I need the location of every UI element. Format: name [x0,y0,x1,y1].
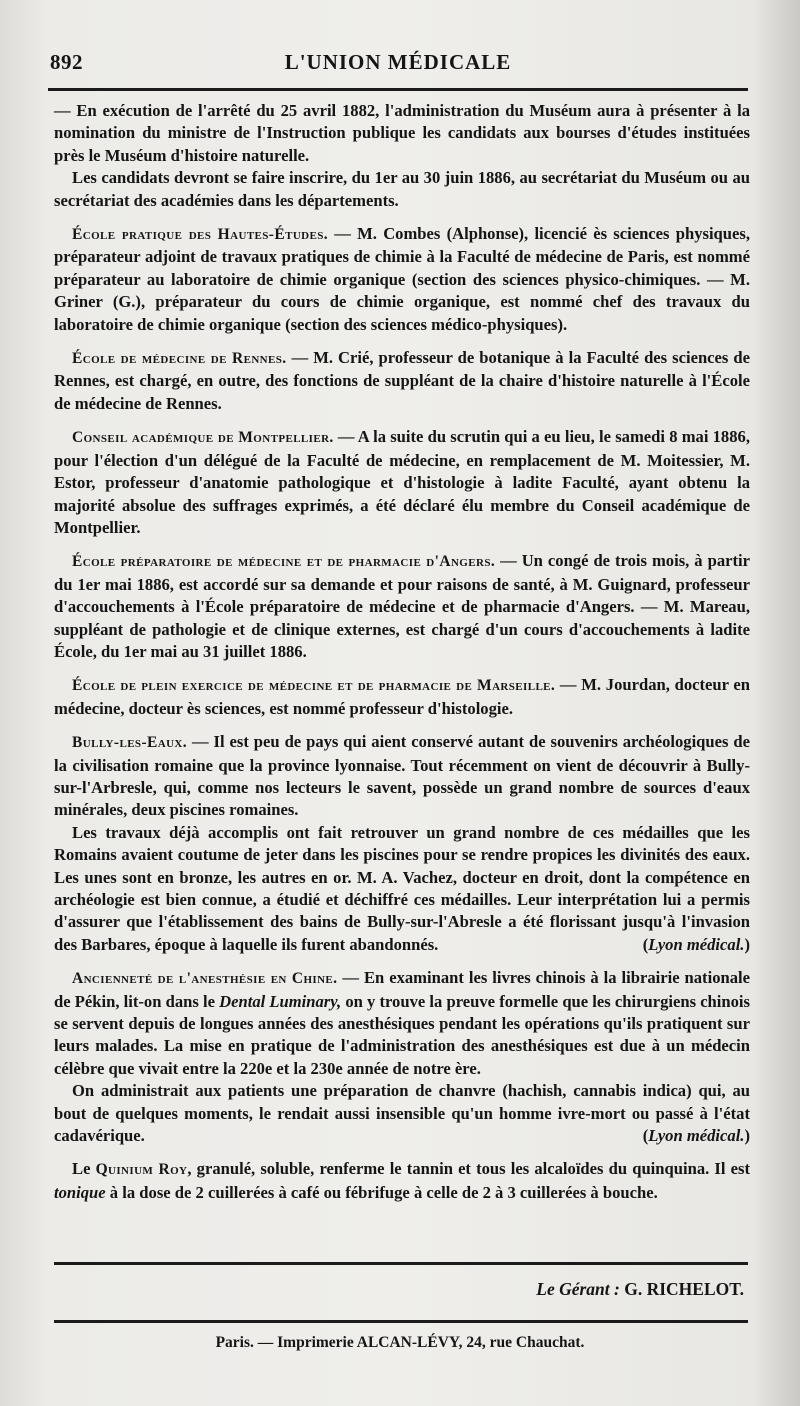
museum-paragraph-2: Les candidats devront se faire inscrire, du 1er au 30 juin 1886, au secrétariat du Muséum ou au secrétariat des académies dans les départements. [54,168,750,210]
quinium-advert [54,1158,750,1204]
marseille-heading: École de plein exercice de médecine et de pharmacie de Marseille. [72,677,556,695]
angers-heading: École préparatoire de médecine et de pharmacie d'Angers. [72,553,496,571]
angers-notice [54,550,750,663]
advert-brand: Quinium Roy [95,1161,188,1179]
manager-name: G. RICHELOT. [624,1279,744,1299]
manager-role: Le Gérant : [536,1279,620,1299]
bully-source: ( Lyon médical. ) [625,934,750,956]
running-title: L'UNION MÉDICALE [284,50,512,74]
advert-text-b: , granulé, soluble, renferme le tannin et tous les alcaloïdes du quinquina. Il est [187,1159,750,1179]
printer-imprint: Paris. — Imprimerie ALCAN-LÉVY, 24, rue Chauchat. [215,1334,585,1351]
angers-text: — Un congé de trois mois, à partir du 1er mai 1886, est accordé sur sa demande et pour raisons de santé, à M. Guignard, professeur d'accouchements à l'École préparatoire de médecine et de pharmacie d'Angers. — M. Mareau, suppléant de pathologie et de clinique externes, est chargé d'un cours d'accouchements à ladite École, du 1er mai au 31 juillet 1886. [54,551,750,661]
marseille-text: — M. Jourdan, docteur en médecine, docteur ès sciences, est nommé professeur d'histologie. [54,675,750,718]
chine-paragraph-2 [54,1080,750,1147]
footer-rule-top [54,1262,748,1265]
rennes-notice [54,347,750,415]
chine-text-a: — En examinant les livres chinois à la librairie nationale de Pékin, lit-on dans le [54,968,750,1011]
rennes-heading: École de médecine de Rennes. [72,350,287,368]
marseille-notice [54,674,750,720]
chine-paragraph-2-text: On administrait aux patients une préparation de chanvre (hachish, cannabis indica) qui, au bout de quelques moments, le rendait aussi insensible qu'un homme ivre-mort ou passé à l'état cadavérique. [54,1081,750,1146]
bully-paragraph-2-text: Les travaux déjà accomplis ont fait retrouver un grand nombre de ces médailles que les Romains avaient coutume de jeter dans les piscines pour se rendre propices les divinités des eaux. Les unes sont en bronze, les autres en or. M. A. Vachez, docteur en droit, dont la compétence en archéologie est bien connue, a étudié et déchiffré ces médailles. Leur interprétation lui a permis d'assurer que l'établissement des bains de Bully-sur-l'Abresle a été florissant jusqu'à l'invasion des Barbares, époque à laquelle ils furent abandonnés. [54,822,750,954]
chine-source: ( Lyon médical. ) [625,1125,750,1147]
chine-heading: Ancienneté de l'anesthésie en Chine. [72,970,338,988]
hautes-etudes-text: — M. Combes (Alphonse), licencié ès sciences physiques, préparateur adjoint de travaux pratiques de chimie à la Faculté de médecine de Paris, est nommé préparateur au laboratoire de chimie organique (section des sciences physico-chimiques. — M. Griner (G.), préparateur du cours de chimie organique, est nommé chef des travaux du laboratoire de chimie organique (section des sciences médico-physiques). [54,224,750,334]
hautes-etudes-notice [54,223,750,336]
header-rule [48,88,748,91]
chine-notice [54,967,750,1080]
hautes-etudes-heading: École pratique des Hautes-Études. [72,226,329,244]
manager-signature [536,1279,744,1300]
bully-heading: Bully-les-Eaux. [72,734,188,752]
montpellier-text: — A la suite du scrutin qui a eu lieu, le samedi 8 mai 1886, pour l'élection d'un délégué de la Faculté de médecine, en remplacement de M. Moitessier, M. Estor, professeur d'anatomie pathologique et d'histologie à ladite Faculté, ayant obtenu la majorité absolue des suffrages exprimés, a été déclaré élu membre du Conseil académique de Montpellier. [54,427,750,537]
montpellier-notice [54,426,750,539]
rennes-text: — M. Crié, professeur de botanique à la Faculté des sciences de Rennes, est chargé, en outre, des fonctions de suppléant de la chaire d'histoire naturelle à l'École de médecine de Rennes. [54,348,750,413]
advert-tonique: tonique [54,1182,106,1202]
montpellier-heading: Conseil académique de Montpellier. [72,429,334,447]
chine-journal: Dental Luminary, [219,991,342,1011]
article-body [54,100,750,1204]
advert-text-a: Le [72,1159,96,1179]
museum-paragraph-1: — En exécution de l'arrêté du 25 avril 1882, l'administration du Muséum aura à présenter à la nomination du ministre de l'Instruction publique les candidats aux bourses d'études instituées près le Muséum d'histoire naturelle. [54,101,750,165]
advert-text-c: à la dose de 2 cuillerées à café ou fébrifuge à celle de 2 à 3 cuillerées à bouche. [105,1182,658,1202]
bully-notice [54,731,750,822]
bully-text: — Il est peu de pays qui aient conservé autant de souvenirs archéologiques de la civilisation romaine que la province lyonnaise. Tout récemment on vient de découvrir à Bully-sur-l'Arbresle, qui, comme nos lecteurs le savent, possède un grand nombre de sources d'eaux minérales, deux piscines romaines. [54,732,750,820]
chine-text-b: on y trouve la preuve formelle que les chirurgiens chinois se servent depuis de longues années des anesthésiques pendant les opérations qu'ils pratiquent sur leurs malades. La mise en pratique de l'administration des anesthésiques est due à un médecin célèbre que vivait entre la 220e et la 230e année de notre ère. [54,991,750,1078]
bully-paragraph-2 [54,822,750,956]
footer-rule-bottom [54,1320,748,1323]
page-number: 892 [50,50,83,74]
page-header [48,48,748,88]
